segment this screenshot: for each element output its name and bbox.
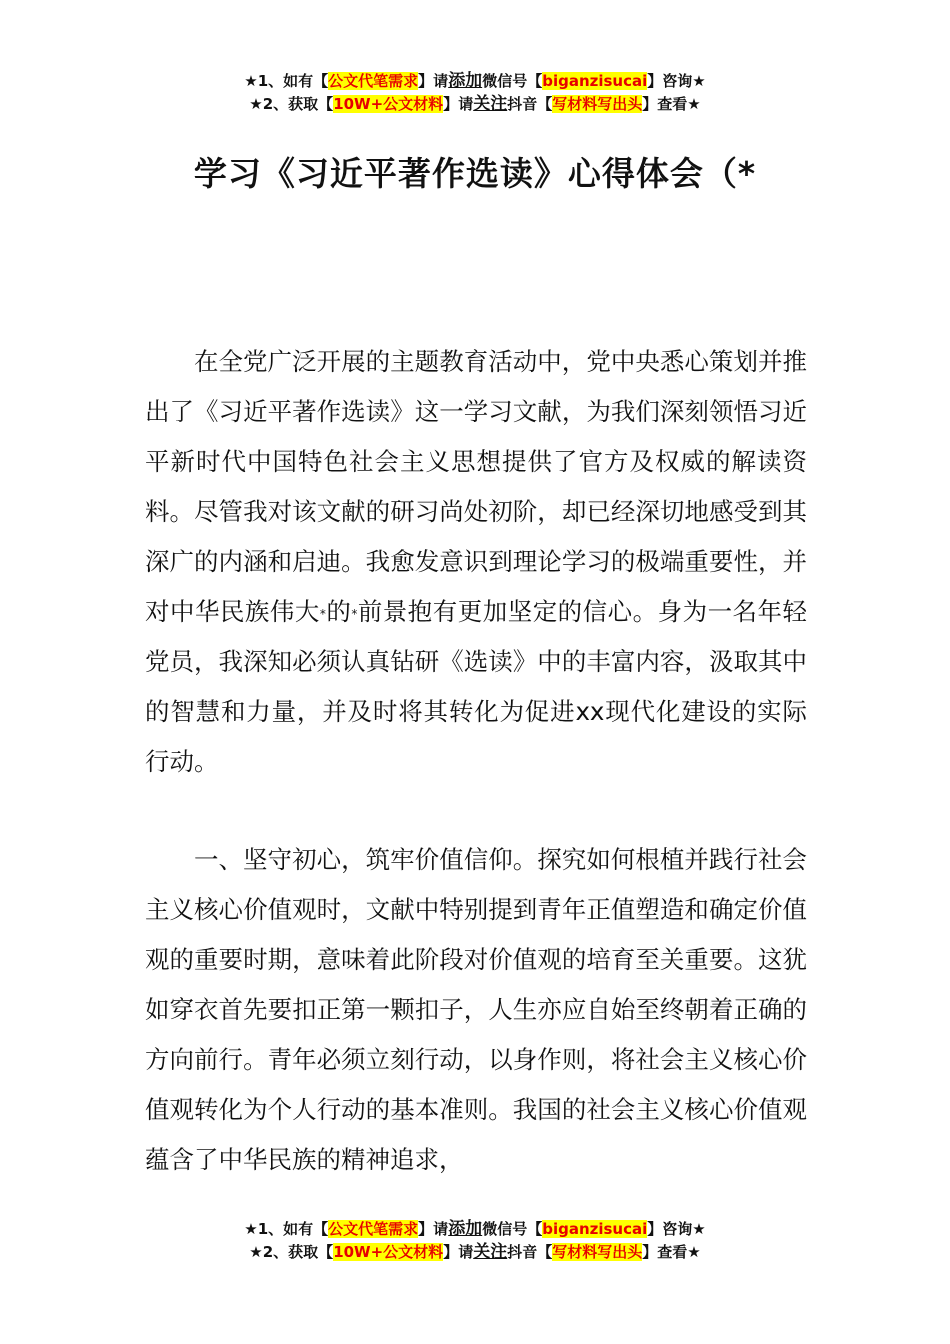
header-promo-line-1: ★1、如有【公文代笔需求】请添加微信号【biganzisucai】咨询★ [244,71,706,91]
highlight-wechat-id: biganzisucai [542,1220,648,1238]
highlight-materials: 10W+公文材料 [333,95,444,113]
footer-promo-line-1: ★1、如有【公文代笔需求】请添加微信号【biganzisucai】咨询★ [244,1219,706,1239]
highlight-materials: 10W+公文材料 [333,1243,444,1261]
footer-promo-line-2: ★2、获取【10W+公文材料】请关注抖音【写材料写出头】查看★ [249,1242,701,1262]
paragraph-intro: 在全党广泛开展的主题教育活动中，党中央悉心策划并推出了《习近平著作选读》这一学习文献，为我们深刻领悟习近平新时代中国特色社会主义思想提供了官方及权威的解读资料。尽管我对该文献的研习尚处初阶，却已经深切地感受到其深广的内涵和启迪。我愈发意识到理论学习的极端重要性，并对中华民族伟大*的*前景抱有更加坚定的信心。身为一名年轻党员，我深知必须认真钻研《选读》中的丰富内容，汲取其中的智慧和力量，并及时将其转化为促进xx现代化建设的实际行动。 [145,347,808,776]
highlight-douyin: 写材料写出头 [552,95,643,113]
paragraph-section-1: 一、坚守初心，筑牢价值信仰。探究如何根植并践行社会主义核心价值观时，文献中特别提到青年正值塑造和确定价值观的重要时期，意味着此阶段对价值观的培育至关重要。这犹如穿衣首先要扣正第一颗扣子，人生亦应自始至终朝着正确的方向前行。青年必须立刻行动，以身作则，将社会主义核心价值观转化为个人行动的基本准则。我国的社会主义核心价值观蕴含了中华民族的精神追求， [145,845,807,1174]
highlight-service: 公文代笔需求 [328,1220,419,1238]
highlight-douyin: 写材料写出头 [552,1243,643,1261]
header-promo-line-2: ★2、获取【10W+公文材料】请关注抖音【写材料写出头】查看★ [249,94,701,114]
header-promo [0,70,950,116]
highlight-wechat-id: biganzisucai [542,72,648,90]
footer-promo [0,1218,950,1264]
document-title: 学习《习近平著作选读》心得体会（* [193,154,757,193]
highlight-service: 公文代笔需求 [328,72,419,90]
